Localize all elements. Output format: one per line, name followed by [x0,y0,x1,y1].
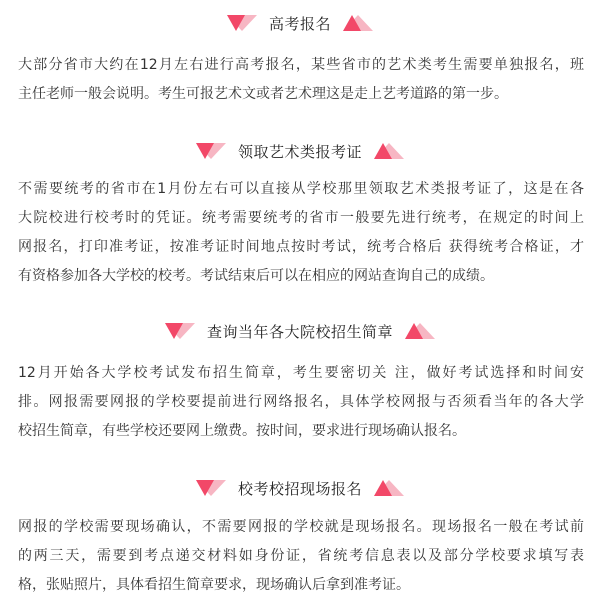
paragraph-line: 大院校进行校考时的凭证。统考需要统考的省市一般要先进行统考，在规定的时间上 [18,210,584,226]
section-title: 校考校招现场报名 [237,479,362,498]
paragraph-line: 格，张贴照片，具体看招生简章要求，现场确认后拿到准考证。 [18,577,410,593]
down-triangle-icon [165,323,195,339]
up-triangle-icon [405,323,435,339]
paragraph-line: 排。网报需要网报的学校要提前进行网络报名，具体学校网报与否须看当年的各大学 [18,394,584,410]
section-paragraph-4 [18,513,584,600]
section-paragraph-1 [18,51,584,109]
down-triangle-icon [196,480,226,496]
paragraph-line: 不需要统考的省市在1月份左右可以直接从学校那里领取艺术类报考证了，这是在各 [18,181,584,197]
section-paragraph-3 [18,359,584,446]
paragraph-line: 大部分省市大约在12月左右进行高考报名，某些省市的艺术类考生需要单独报名，班 [18,57,584,73]
paragraph-line: 有资格参加各大学校的校考。考试结束后可以在相应的网站查询自己的成绩。 [18,268,494,284]
down-triangle-icon [196,143,226,159]
paragraph-line: 的两三天，需要到考点递交材料如身份证，省统考信息表以及部分学校要求填写表 [18,548,584,564]
section-title: 查询当年各大院校招生简章 [206,322,393,341]
up-triangle-icon [343,15,373,31]
paragraph-line: 网报的学校需要现场确认，不需要网报的学校就是现场报名。现场报名一般在考试前 [18,519,584,535]
section-heading-2 [0,136,600,166]
down-triangle-icon [227,15,257,31]
section-paragraph-2 [18,175,584,291]
paragraph-line: 12月开始各大学校考试发布招生简章，考生要密切关 注，做好考试选择和时间安 [18,365,584,381]
section-title: 领取艺术类报考证 [237,142,362,161]
paragraph-line: 网报名，打印准考证，按准考证时间地点按时考试，统考合格后 获得统考合格证，才 [18,239,584,255]
paragraph-line: 主任老师一般会说明。考生可报艺术文或者艺术理这是走上艺考道路的第一步。 [18,86,508,102]
section-title: 高考报名 [268,14,331,33]
up-triangle-icon [374,143,404,159]
section-heading-4 [0,473,600,503]
section-heading-3 [0,316,600,346]
up-triangle-icon [374,480,404,496]
section-heading-1 [0,8,600,38]
paragraph-line: 校招生简章，有些学校还要网上缴费。按时间，要求进行现场确认报名。 [18,423,466,439]
